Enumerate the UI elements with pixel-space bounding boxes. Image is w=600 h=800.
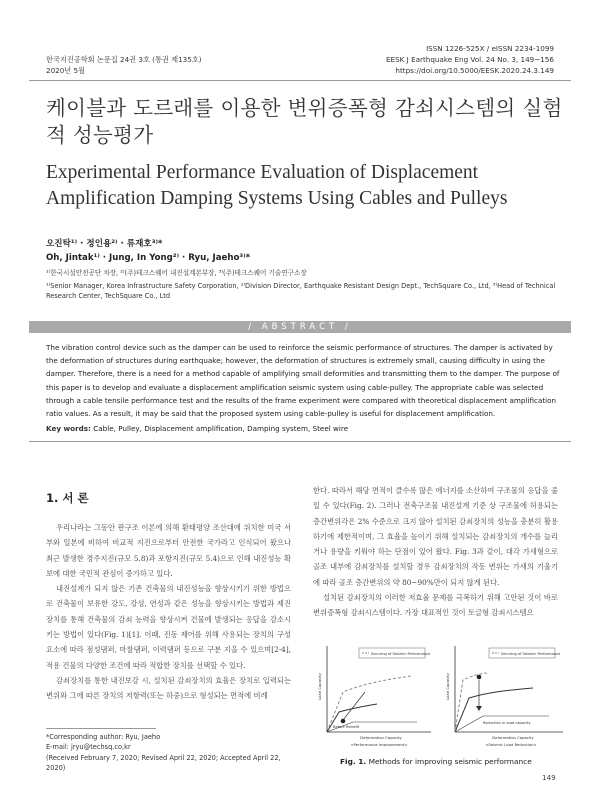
issn: ISSN 1226-525X / eISSN 2234-1099 <box>426 44 554 53</box>
figure-1-right-panel <box>445 646 563 747</box>
footnote-divider <box>46 728 156 729</box>
before-point <box>477 675 482 680</box>
left-column <box>46 520 291 704</box>
page-number: 149 <box>542 773 556 782</box>
figure-caption-label: Fig. 1. <box>340 757 367 766</box>
affiliation-ko: ¹⁾한국시설안전공단 차장, ²⁾(주)테크스퀘어 내진설계본부장, ³⁾(주)테크스퀘어 기술연구소장 <box>46 269 307 277</box>
authors-ko: 오진탁¹⁾ · 정인용²⁾ · 류재호³⁾* <box>46 239 163 249</box>
keywords <box>46 424 348 433</box>
paragraph: 우리나라는 그동안 판구조 이론에 의해 환태평양 조산대에 위치한 미국 서부와 일본에 비하여 비교적 지진으로부터 안전한 국가라고 인식되어 왔으나 최근 발생한 경주지진(규모 5.8)과 포항지진(규모 5.4)으로 인해 내진성능 확보에 대한 국민적 관심이 증가하고 있다. <box>46 523 291 578</box>
abstract-heading: / ABSTRACT / <box>29 321 571 333</box>
figure-1 <box>313 640 571 755</box>
authors-en: Oh, Jintak¹⁾ · Jung, In Yong²⁾ · Ryu, Jaeho³⁾* <box>46 253 251 263</box>
y-axis-label: Load Capacity <box>445 673 450 700</box>
paper-title-ko: 케이블과 도르래를 이용한 변위증폭형 감쇠시스템의 실험적 성능평가 <box>46 96 563 147</box>
corresponding-author <box>46 732 291 773</box>
journal-name-en: EESK J Earthquake Eng Vol. 24 No. 3, 149~156 <box>386 55 554 64</box>
corresponding-author-email[interactable]: E-mail: jryu@techsq.co,kr <box>46 743 131 752</box>
paragraph: 설치된 감쇠장치의 이러한 저효율 문제를 극복하기 위해 고안된 것이 바로 변위증폭형 감쇠시스템이다. 가장 대표적인 것이 토글형 감쇠시스템으 <box>313 593 558 618</box>
arrow-head <box>476 706 482 711</box>
keywords-list: Cable, Pulley, Displacement amplification, Damping system, Steel wire <box>93 424 349 433</box>
publication-date-ko: 2020년 5월 <box>46 66 86 75</box>
abstract-divider <box>29 441 571 442</box>
paragraph: 감쇠장치를 통한 내진보강 시, 설치된 감쇠장치의 효율은 장치로 입력되는 변위와 그에 따른 장치의 저항력(또는 하중)으로 형성되는 면적에 비례 <box>46 675 291 701</box>
journal-name-ko: 한국지진공학회 논문집 24권 3호 (통권 제135호) <box>46 55 202 64</box>
y-axis-label: Load Capacity <box>317 673 322 700</box>
abstract-text: The vibration control device such as the damper can be used to reinforce the seismic performance of structures. The damper is activated by the deformation of structures during earthquake; however, the deformation of structures is extremely small, causing difficulty in using the damper. Therefore, there is a need for a method capable of amplifying small deformities and transmitting them to the damper. The purpose of this paper is to develop and evaluate a displacement amplification seismic system using cable-pulley. The appropriate cable was selected through a cable tensile performance test and the results of the frame experiment were compared with theoretical displacement amplification ratio values. As a result, it may be said that the proposed system using cable-pulley is useful for displacement amplification. <box>46 343 560 419</box>
legend-label: Securing of Seismic Performance <box>371 652 431 656</box>
improvement-arrow <box>343 692 365 720</box>
x-axis-label: Deformation Capacity <box>492 735 534 740</box>
received-dates: (Received February 7, 2020; Revised April 22, 2020; Accepted April 22, 2020) <box>46 753 281 772</box>
affiliation-en: ¹⁾Senior Manager, Korea Infrastructure Safety Corporation, ²⁾Division Director, Earthquake Resistant Design Dept., TechSquare Co., Ltd, ³⁾Head of Technical Research Center, TechSquare Co., Ltd <box>46 282 556 300</box>
point-label: Before Retrofit <box>333 725 360 729</box>
x-axis-label: Deformation Capacity <box>360 735 402 740</box>
paragraph: 내진설계가 되지 않은 기존 건축물의 내진성능을 향상시키기 위한 방법으로 건축물이 보유한 강도, 강성, 연성과 같은 성능을 향상시키는 방법과 제진장치를 통해 건축물의 감쇠 능력을 향상시켜 건물에 발생되는 응답을 감소시키는 방법이 있다(Fig. 1)[1]. 이때, 진동 제어를 위해 사용되는 장치의 구성요소에 따라 점성댐퍼, 마찰댐퍼, 이력댐퍼 등으로 구분 지을 수 있으며[2-4], 적용 건물의 다양한 조건에 따라 적합한 장치를 선택할 수 있다. <box>46 584 291 670</box>
corresponding-author-name: *Corresponding author: Ryu, Jaeho <box>46 733 161 741</box>
panel-subtitle: <Seismic Load Reduction> <box>485 742 537 747</box>
right-column <box>313 483 558 621</box>
paper-title-en: Experimental Performance Evaluation of Displacement Amplification Damping Systems Using Cables and Pulleys <box>46 162 508 209</box>
keywords-label: Key words: <box>46 424 91 433</box>
improved-curve <box>327 676 411 732</box>
figure-1-left-panel <box>317 646 431 747</box>
figure-caption-text: Methods for improving seismic performance <box>368 757 532 766</box>
doi-link[interactable]: https://doi.org/10.5000/EESK.2020.24.3.149 <box>395 66 554 75</box>
header-divider <box>29 80 571 81</box>
before-retrofit-point <box>341 719 346 724</box>
figure-1-caption <box>340 757 532 766</box>
paragraph: 한다. 따라서 해당 면적이 클수록 많은 에너지를 소산하여 구조물의 응답을 줄일 수 있다(Fig. 2). 그러나 전축구조물 내진설계 기준 상 구조물에 허용되는 층간변위각은 2% 수준으로 크지 않아 설치된 감쇠장치의 성능을 충분히 활용하기에 제한적이며, 그 효율을 높이기 위해 설치되는 감쇠장치의 개수를 늘리거나 용량을 키워야 하는 단점이 있어 왔다. Fig. 3과 같이, 대각 가새형으로 골조 내부에 감쇠장치를 설치할 경우 감쇠장치의 작동 변위는 가새의 기울기에 따라 골조 층간변위의 약 80~90%만이 되지 않게 된다. <box>313 486 558 587</box>
section-heading-introduction: 1. 서 론 <box>46 491 89 505</box>
panel-subtitle: <Performance Improvement> <box>350 742 408 747</box>
point-label: Reduction in load capacity <box>483 721 531 725</box>
legend-label: Securing of Seismic Performance <box>501 652 561 656</box>
